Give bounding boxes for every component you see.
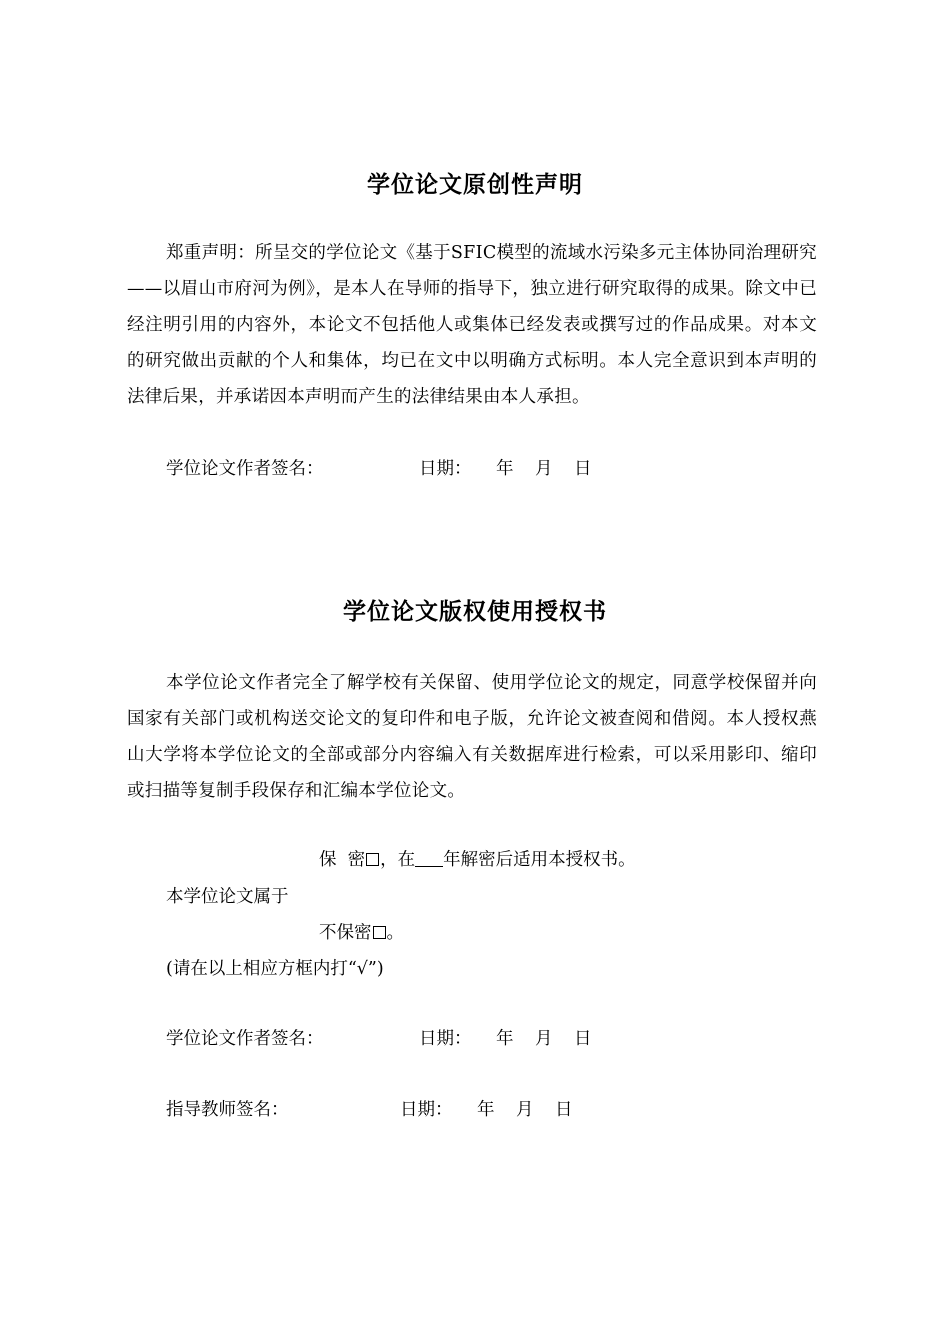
- authorization-author-signature-label: 学位论文作者签名：: [166, 1029, 324, 1049]
- secret-option-line: [319, 848, 636, 872]
- authorization-body: 本学位论文作者完全了解学校有关保留、使用学位论文的规定，同意学校保留并向国家有关部门或机构送交论文的复印件和电子版，允许论文被查阅和借阅。本人授权燕山大学将本学位论文的全部或部分内容编入有关数据库进行检索，可以采用影印、缩印或扫描等复制手段保存和汇编本学位论文。: [127, 673, 817, 801]
- secret-checkbox[interactable]: [366, 853, 379, 866]
- originality-date-month: 月: [535, 459, 553, 479]
- not-secret-option-end: 。: [386, 923, 404, 943]
- not-secret-checkbox[interactable]: [373, 926, 386, 939]
- checkbox-instruction: (请在以上相应方框内打“√”): [166, 959, 384, 979]
- supervisor-date-day: 日: [555, 1100, 573, 1120]
- supervisor-signature-label: 指导教师签名：: [166, 1100, 289, 1120]
- secret-option-label: 保 密: [319, 850, 366, 870]
- authorization-author-date-label: 日期：: [419, 1029, 472, 1049]
- supervisor-date-label: 日期：: [400, 1100, 453, 1120]
- authorization-author-date-day: 日: [574, 1029, 592, 1049]
- thesis-belongs-label: 本学位论文属于: [166, 887, 289, 907]
- supervisor-date-year: 年: [477, 1100, 495, 1120]
- authorization-title: 学位论文版权使用授权书: [343, 599, 607, 625]
- secret-option-suffix: 年解密后适用本授权书。: [443, 850, 636, 870]
- not-secret-option-line: [319, 921, 404, 945]
- originality-date-year: 年: [496, 459, 514, 479]
- originality-date-label: 日期：: [419, 459, 472, 479]
- not-secret-option-label: 不保密: [319, 923, 372, 943]
- authorization-author-date-year: 年: [496, 1029, 514, 1049]
- originality-date-day: 日: [574, 459, 592, 479]
- supervisor-date-month: 月: [516, 1100, 534, 1120]
- authorization-author-date-month: 月: [535, 1029, 553, 1049]
- originality-title: 学位论文原创性声明: [367, 172, 583, 198]
- originality-body: 郑重声明：所呈交的学位论文《基于SFIC模型的流域水污染多元主体协同治理研究——以眉山市府河为例》，是本人在导师的指导下，独立进行研究取得的成果。除文中已经注明引用的内容外，本论文不包括他人或集体已经发表或撰写过的作品成果。对本文的研究做出贡献的个人和集体，均已在文中以明确方式标明。本人完全意识到本声明的法律后果，并承诺因本声明而产生的法律结果由本人承担。: [127, 243, 817, 407]
- originality-author-signature-label: 学位论文作者签名：: [166, 459, 324, 479]
- secret-option-mid: ，在: [380, 850, 416, 870]
- secret-years-blank[interactable]: [415, 848, 443, 867]
